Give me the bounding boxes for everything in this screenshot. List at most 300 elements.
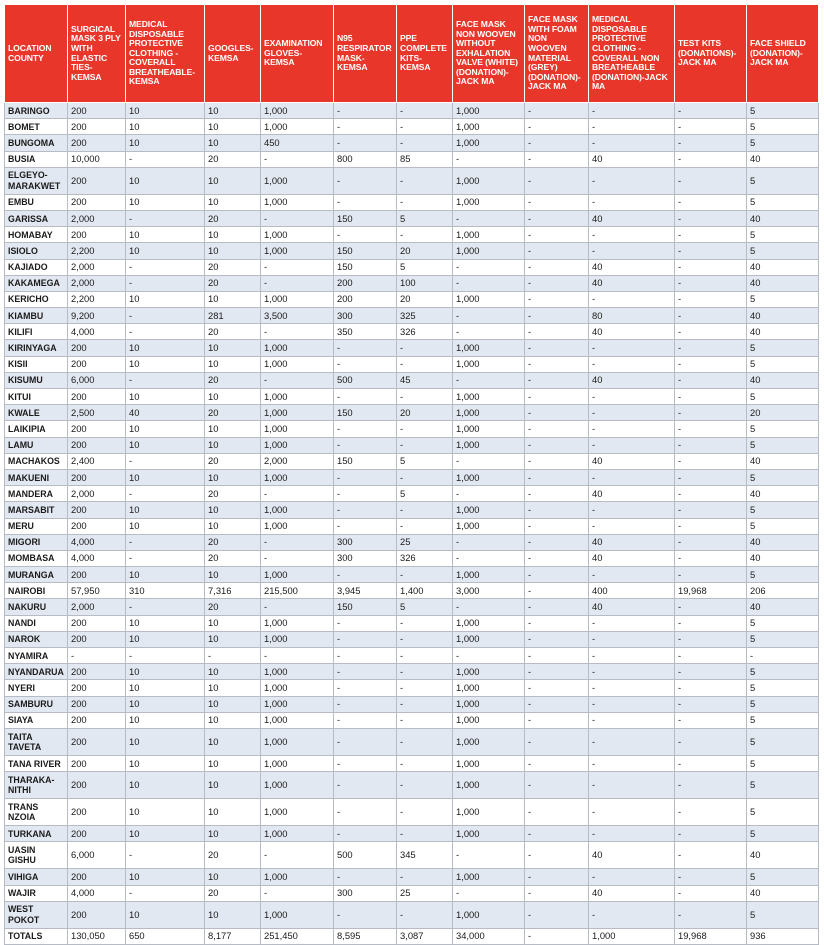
- value-cell: -: [525, 421, 589, 437]
- value-cell: 20: [205, 372, 261, 388]
- value-cell: 10: [205, 799, 261, 826]
- value-cell: 200: [68, 869, 126, 885]
- table-row: [5, 453, 819, 469]
- value-cell: 400: [589, 583, 675, 599]
- value-cell: 5: [747, 728, 819, 755]
- value-cell: -: [675, 167, 747, 194]
- value-cell: -: [675, 826, 747, 842]
- value-cell: 57,950: [68, 583, 126, 599]
- value-cell: 40: [589, 324, 675, 340]
- value-cell: 10: [205, 340, 261, 356]
- value-cell: -: [525, 799, 589, 826]
- table-row: [5, 680, 819, 696]
- value-cell: 200: [68, 728, 126, 755]
- value-cell: 5: [747, 826, 819, 842]
- value-cell: 200: [68, 567, 126, 583]
- value-cell: -: [675, 567, 747, 583]
- value-cell: 1,000: [261, 389, 334, 405]
- value-cell: -: [589, 135, 675, 151]
- value-cell: 350: [334, 324, 397, 340]
- value-cell: 10: [205, 243, 261, 259]
- table-row: [5, 210, 819, 226]
- totals-value-cell: 251,450: [261, 928, 334, 944]
- table-row: [5, 583, 819, 599]
- value-cell: -: [589, 389, 675, 405]
- value-cell: 1,000: [453, 340, 525, 356]
- value-cell: -: [453, 486, 525, 502]
- table-row: [5, 421, 819, 437]
- value-cell: -: [334, 826, 397, 842]
- value-cell: 85: [397, 151, 453, 167]
- value-cell: 1,000: [261, 518, 334, 534]
- value-cell: 40: [747, 599, 819, 615]
- table-row: [5, 599, 819, 615]
- value-cell: -: [525, 901, 589, 928]
- value-cell: 1,000: [261, 119, 334, 135]
- value-cell: 150: [334, 259, 397, 275]
- table-row: [5, 534, 819, 550]
- value-cell: -: [589, 826, 675, 842]
- table-row: [5, 194, 819, 210]
- value-cell: 20: [205, 534, 261, 550]
- value-cell: -: [334, 648, 397, 664]
- value-cell: 2,000: [68, 210, 126, 226]
- value-cell: 5: [747, 103, 819, 119]
- value-cell: -: [525, 583, 589, 599]
- value-cell: -: [126, 275, 205, 291]
- table-row: [5, 869, 819, 885]
- value-cell: -: [397, 194, 453, 210]
- value-cell: -: [525, 486, 589, 502]
- value-cell: 1,000: [453, 243, 525, 259]
- value-cell: -: [525, 259, 589, 275]
- value-cell: 2,000: [68, 486, 126, 502]
- value-cell: 1,000: [453, 167, 525, 194]
- totals-value-cell: 8,177: [205, 928, 261, 944]
- value-cell: 40: [747, 453, 819, 469]
- value-cell: 10: [126, 826, 205, 842]
- value-cell: 200: [68, 421, 126, 437]
- value-cell: 10: [205, 119, 261, 135]
- value-cell: 20: [205, 259, 261, 275]
- value-cell: -: [261, 599, 334, 615]
- value-cell: 1,000: [453, 664, 525, 680]
- value-cell: -: [397, 901, 453, 928]
- value-cell: -: [675, 151, 747, 167]
- value-cell: 10: [126, 356, 205, 372]
- value-cell: 3,000: [453, 583, 525, 599]
- value-cell: -: [589, 648, 675, 664]
- county-name-cell: KIRINYAGA: [5, 340, 68, 356]
- value-cell: 1,000: [453, 356, 525, 372]
- value-cell: 450: [261, 135, 334, 151]
- value-cell: -: [334, 696, 397, 712]
- value-cell: -: [525, 210, 589, 226]
- value-cell: 10: [126, 631, 205, 647]
- value-cell: 40: [747, 534, 819, 550]
- value-cell: 10: [126, 421, 205, 437]
- value-cell: -: [68, 648, 126, 664]
- value-cell: 5: [397, 210, 453, 226]
- value-cell: 5: [747, 518, 819, 534]
- value-cell: 10: [126, 755, 205, 771]
- value-cell: 40: [747, 275, 819, 291]
- value-cell: -: [525, 885, 589, 901]
- table-row: [5, 567, 819, 583]
- value-cell: -: [525, 826, 589, 842]
- value-cell: -: [334, 389, 397, 405]
- county-name-cell: TRANS NZOIA: [5, 799, 68, 826]
- value-cell: -: [589, 167, 675, 194]
- county-name-cell: MERU: [5, 518, 68, 534]
- value-cell: 5: [747, 615, 819, 631]
- value-cell: 40: [589, 453, 675, 469]
- table-row: [5, 799, 819, 826]
- value-cell: 7,316: [205, 583, 261, 599]
- value-cell: -: [261, 324, 334, 340]
- value-cell: 4,000: [68, 550, 126, 566]
- value-cell: 300: [334, 550, 397, 566]
- table-row: [5, 405, 819, 421]
- county-name-cell: MACHAKOS: [5, 453, 68, 469]
- value-cell: 80: [589, 308, 675, 324]
- value-cell: 5: [747, 167, 819, 194]
- value-cell: -: [397, 615, 453, 631]
- value-cell: 10: [205, 772, 261, 799]
- value-cell: 326: [397, 550, 453, 566]
- value-cell: 325: [397, 308, 453, 324]
- value-cell: 40: [589, 885, 675, 901]
- value-cell: 4,000: [68, 534, 126, 550]
- county-name-cell: WAJIR: [5, 885, 68, 901]
- value-cell: 5: [747, 437, 819, 453]
- county-name-cell: LAMU: [5, 437, 68, 453]
- value-cell: 1,000: [453, 502, 525, 518]
- value-cell: -: [453, 599, 525, 615]
- value-cell: 345: [397, 842, 453, 869]
- header-column-7: FACE MASK NON WOOVEN WITHOUT EXHALATION VALVE (WHITE) (DONATION)-JACK MA: [453, 5, 525, 103]
- value-cell: -: [397, 340, 453, 356]
- value-cell: -: [453, 210, 525, 226]
- value-cell: 5: [747, 901, 819, 928]
- value-cell: -: [675, 486, 747, 502]
- value-cell: -: [675, 728, 747, 755]
- value-cell: 150: [334, 210, 397, 226]
- county-name-cell: ELGEYO-MARAKWET: [5, 167, 68, 194]
- value-cell: 200: [334, 275, 397, 291]
- county-name-cell: MARSABIT: [5, 502, 68, 518]
- value-cell: 40: [747, 259, 819, 275]
- value-cell: 10: [205, 469, 261, 485]
- value-cell: -: [261, 550, 334, 566]
- table-row: [5, 502, 819, 518]
- table-header: [5, 5, 819, 103]
- county-name-cell: KITUI: [5, 389, 68, 405]
- value-cell: -: [397, 135, 453, 151]
- value-cell: 1,000: [261, 869, 334, 885]
- value-cell: 10: [205, 518, 261, 534]
- county-name-cell: NYAMIRA: [5, 648, 68, 664]
- value-cell: 200: [68, 799, 126, 826]
- value-cell: -: [525, 453, 589, 469]
- county-name-cell: KILIFI: [5, 324, 68, 340]
- value-cell: 300: [334, 534, 397, 550]
- value-cell: 40: [747, 842, 819, 869]
- table-row: [5, 243, 819, 259]
- value-cell: 20: [205, 275, 261, 291]
- value-cell: -: [334, 502, 397, 518]
- value-cell: 20: [205, 151, 261, 167]
- value-cell: 10: [205, 901, 261, 928]
- value-cell: -: [453, 308, 525, 324]
- county-name-cell: LAIKIPIA: [5, 421, 68, 437]
- value-cell: -: [453, 648, 525, 664]
- value-cell: 500: [334, 842, 397, 869]
- value-cell: 1,000: [261, 567, 334, 583]
- table-row: [5, 119, 819, 135]
- value-cell: -: [675, 599, 747, 615]
- value-cell: 40: [589, 210, 675, 226]
- value-cell: 40: [589, 534, 675, 550]
- value-cell: -: [589, 437, 675, 453]
- value-cell: 5: [747, 712, 819, 728]
- value-cell: 150: [334, 243, 397, 259]
- value-cell: -: [397, 869, 453, 885]
- value-cell: 10: [126, 567, 205, 583]
- table-row: [5, 308, 819, 324]
- value-cell: -: [397, 755, 453, 771]
- value-cell: 10: [126, 901, 205, 928]
- value-cell: 10: [126, 615, 205, 631]
- value-cell: 40: [747, 372, 819, 388]
- value-cell: 1,000: [453, 631, 525, 647]
- value-cell: 40: [747, 885, 819, 901]
- value-cell: -: [453, 324, 525, 340]
- value-cell: 10: [126, 291, 205, 307]
- value-cell: 10: [205, 227, 261, 243]
- value-cell: -: [334, 901, 397, 928]
- value-cell: 5: [747, 502, 819, 518]
- value-cell: 1,000: [453, 103, 525, 119]
- value-cell: 1,000: [261, 405, 334, 421]
- header-column-9: MEDICAL DISPOSABLE PROTECTIVE CLOTHING -COVERALL NON BREATHEABLE (DONATION)-JACK MA: [589, 5, 675, 103]
- value-cell: 1,000: [453, 119, 525, 135]
- value-cell: -: [589, 869, 675, 885]
- value-cell: -: [589, 243, 675, 259]
- value-cell: 300: [334, 885, 397, 901]
- value-cell: -: [675, 135, 747, 151]
- value-cell: -: [261, 210, 334, 226]
- table-row: [5, 518, 819, 534]
- table-row: [5, 275, 819, 291]
- value-cell: -: [126, 259, 205, 275]
- value-cell: -: [334, 680, 397, 696]
- value-cell: -: [126, 324, 205, 340]
- value-cell: 10: [205, 291, 261, 307]
- value-cell: -: [525, 869, 589, 885]
- value-cell: -: [397, 799, 453, 826]
- value-cell: 5: [747, 869, 819, 885]
- value-cell: -: [334, 631, 397, 647]
- value-cell: -: [675, 869, 747, 885]
- value-cell: 40: [747, 210, 819, 226]
- value-cell: 200: [68, 826, 126, 842]
- totals-row: [5, 928, 819, 944]
- value-cell: 5: [397, 453, 453, 469]
- totals-value-cell: 936: [747, 928, 819, 944]
- table-body: [5, 103, 819, 945]
- value-cell: 4,000: [68, 885, 126, 901]
- value-cell: -: [589, 103, 675, 119]
- value-cell: -: [675, 842, 747, 869]
- value-cell: -: [334, 421, 397, 437]
- value-cell: 20: [205, 405, 261, 421]
- table-row: [5, 103, 819, 119]
- value-cell: 40: [747, 486, 819, 502]
- value-cell: 1,000: [453, 469, 525, 485]
- county-name-cell: BOMET: [5, 119, 68, 135]
- value-cell: -: [675, 356, 747, 372]
- value-cell: 10: [126, 518, 205, 534]
- table-row: [5, 227, 819, 243]
- value-cell: -: [589, 502, 675, 518]
- value-cell: -: [525, 631, 589, 647]
- value-cell: 1,000: [453, 227, 525, 243]
- value-cell: 10,000: [68, 151, 126, 167]
- value-cell: -: [397, 648, 453, 664]
- value-cell: 1,000: [453, 755, 525, 771]
- value-cell: -: [334, 227, 397, 243]
- county-name-cell: MANDERA: [5, 486, 68, 502]
- county-name-cell: KAKAMEGA: [5, 275, 68, 291]
- value-cell: -: [675, 210, 747, 226]
- value-cell: 20: [205, 885, 261, 901]
- table-row: [5, 755, 819, 771]
- value-cell: -: [397, 664, 453, 680]
- value-cell: -: [397, 227, 453, 243]
- value-cell: 1,000: [261, 712, 334, 728]
- value-cell: 2,400: [68, 453, 126, 469]
- value-cell: 10: [126, 389, 205, 405]
- value-cell: 1,400: [397, 583, 453, 599]
- value-cell: -: [334, 340, 397, 356]
- value-cell: -: [675, 799, 747, 826]
- value-cell: 200: [68, 518, 126, 534]
- value-cell: -: [589, 631, 675, 647]
- value-cell: 150: [334, 453, 397, 469]
- county-name-cell: MAKUENI: [5, 469, 68, 485]
- header-row: [5, 5, 819, 103]
- value-cell: 215,500: [261, 583, 334, 599]
- value-cell: -: [453, 275, 525, 291]
- value-cell: -: [453, 885, 525, 901]
- county-name-cell: NAIROBI: [5, 583, 68, 599]
- value-cell: 1,000: [453, 799, 525, 826]
- value-cell: 1,000: [261, 243, 334, 259]
- value-cell: 9,200: [68, 308, 126, 324]
- value-cell: -: [525, 842, 589, 869]
- value-cell: -: [126, 534, 205, 550]
- value-cell: 1,000: [453, 421, 525, 437]
- value-cell: -: [589, 356, 675, 372]
- value-cell: -: [675, 901, 747, 928]
- header-column-11: FACE SHIELD (DONATION)-JACK MA: [747, 5, 819, 103]
- value-cell: -: [261, 486, 334, 502]
- value-cell: -: [589, 755, 675, 771]
- value-cell: 5: [747, 680, 819, 696]
- table-row: [5, 151, 819, 167]
- totals-value-cell: 3,087: [397, 928, 453, 944]
- value-cell: 200: [68, 167, 126, 194]
- value-cell: -: [397, 119, 453, 135]
- value-cell: 200: [68, 696, 126, 712]
- value-cell: -: [261, 534, 334, 550]
- county-allocation-table: [4, 4, 819, 945]
- value-cell: -: [525, 308, 589, 324]
- value-cell: 40: [589, 550, 675, 566]
- county-name-cell: HOMABAY: [5, 227, 68, 243]
- value-cell: -: [397, 421, 453, 437]
- value-cell: -: [126, 308, 205, 324]
- table-row: [5, 615, 819, 631]
- value-cell: -: [589, 340, 675, 356]
- value-cell: -: [261, 885, 334, 901]
- value-cell: 10: [126, 194, 205, 210]
- value-cell: 10: [205, 696, 261, 712]
- value-cell: -: [525, 151, 589, 167]
- value-cell: -: [589, 518, 675, 534]
- value-cell: 20: [747, 405, 819, 421]
- value-cell: 200: [68, 680, 126, 696]
- table-row: [5, 842, 819, 869]
- value-cell: 25: [397, 885, 453, 901]
- value-cell: 3,500: [261, 308, 334, 324]
- value-cell: 10: [205, 167, 261, 194]
- table-row: [5, 167, 819, 194]
- value-cell: 5: [747, 631, 819, 647]
- value-cell: 200: [68, 103, 126, 119]
- value-cell: -: [397, 518, 453, 534]
- value-cell: -: [675, 275, 747, 291]
- header-column-8: FACE MASK WITH FOAM NON WOOVEN MATERIAL (GREY) (DONATION)-JACK MA: [525, 5, 589, 103]
- value-cell: 326: [397, 324, 453, 340]
- value-cell: 40: [589, 486, 675, 502]
- value-cell: -: [334, 356, 397, 372]
- value-cell: -: [397, 103, 453, 119]
- value-cell: -: [675, 243, 747, 259]
- value-cell: -: [589, 712, 675, 728]
- value-cell: -: [589, 728, 675, 755]
- value-cell: 10: [126, 340, 205, 356]
- value-cell: -: [675, 340, 747, 356]
- value-cell: -: [675, 772, 747, 799]
- value-cell: 200: [68, 227, 126, 243]
- table-row: [5, 356, 819, 372]
- value-cell: 1,000: [453, 615, 525, 631]
- value-cell: -: [589, 469, 675, 485]
- value-cell: -: [589, 421, 675, 437]
- value-cell: 1,000: [261, 167, 334, 194]
- value-cell: 10: [205, 826, 261, 842]
- value-cell: 10: [205, 680, 261, 696]
- value-cell: 200: [68, 356, 126, 372]
- value-cell: -: [675, 324, 747, 340]
- value-cell: -: [453, 534, 525, 550]
- county-name-cell: KWALE: [5, 405, 68, 421]
- county-name-cell: KERICHO: [5, 291, 68, 307]
- value-cell: -: [525, 712, 589, 728]
- value-cell: 20: [205, 453, 261, 469]
